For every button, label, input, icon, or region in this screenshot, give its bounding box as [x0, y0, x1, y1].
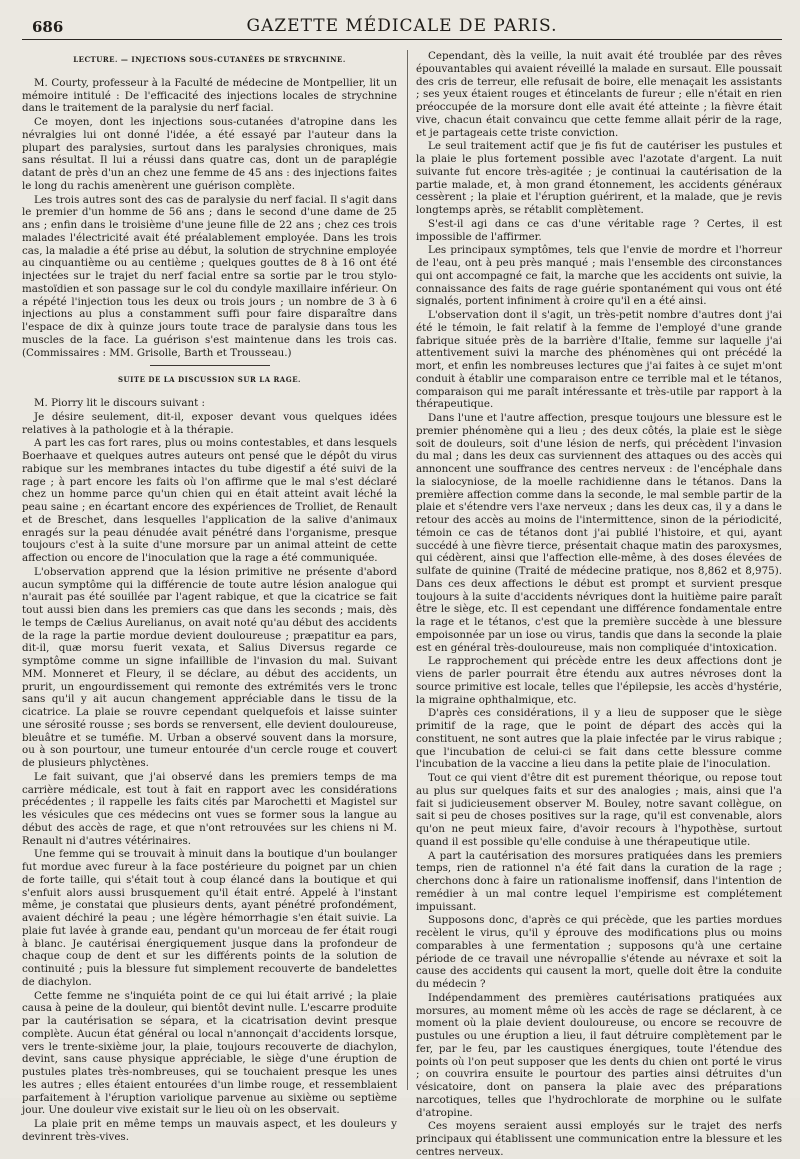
paragraph: Dans l'une et l'autre affection, presque toujours une blessure est le premier phénomène qui a lieu ; des deux côtés, la plaie est le siège soit de douleurs, soit d'une lésion de nerfs, qui précèdent l'invasion du mal ; dans les deux cas surviennent des attaques ou des accès qui annoncent une souffrance des centres nerveux : de l'encéphale dans la sialocyniose, de la moelle rachidienne dans le tétanos. Dans la première affection comme dans la seconde, le mal semble partir de la plaie et s'étendre vers l'axe nerveux ; dans les deux cas, il y a dans le retour des accès au moins de l'intermittence, sinon de la périodicité, témoin ce cas de tétanos dont j'ai publié l'histoire, et qui, ayant succédé à une fièvre tierce, présentait chaque matin des paroxysmes, qui cédèrent, ainsi que l'affection elle-même, à des doses élevées de sulfate de quinine (Traité de médecine pratique, nos 8,862 et 8,975). Dans ces deux affections le début est prompt et survient presque toujours à la suite d'accidents névriques dont la huitième paire paraît être le siège, etc. Il est cependant une différence fondamentale entre la rage et le tétanos, c'est que la première succède à une blessure empoisonnée par un iose ou virus, tandis que dans la seconde la plaie est en général très-douloureuse, mais non compliquée d'intoxication.	[416, 412, 782, 654]
paragraph: Cette femme ne s'inquiéta point de ce qui lui était arrivé ; la plaie causa à peine de la douleur, qui bientôt devint nulle. L'escarre produite par la cautérisation se sépara, et la cicatrisation devint presque complète. Aucun état général ou local n'annonçait d'accidents lorsque, vers le trente-sixième jour, la plaie, toujours recouverte de diachylon, devint, sans cause physique appréciable, le siège d'une éruption de pustules plates très-nombreuses, qui se touchaient presque les unes les autres ; elles étaient entourées d'un limbe rouge, et ressemblaient parfaitement à l'éruption variolique parvenue au sixième ou septième jour. Une douleur vive existait sur le lieu où on les observait.	[22, 989, 397, 1117]
paragraph: Le rapprochement qui précède entre les deux affections dont je viens de parler pourrait être étendu aux autres névroses dont la source primitive est locale, telles que l'épilepsie, les accès d'hystérie, la migraine ophthalmique, etc.	[416, 655, 782, 706]
paragraph: Cependant, dès la veille, la nuit avait été troublée par des rêves épouvantables qui avaient réveillé la malade en sursaut. Elle poussait des cris de terreur, elle refusait de boire, elle menaçait les assistants ; ses yeux étaient rouges et étincelants de fureur ; elle n'était en rien préoccupée de la morsure dont elle avait été atteinte ; la fièvre était vive, chacun était convaincu que cette femme allait périr de la rage, et je partageais cette triste conviction.	[416, 50, 782, 139]
paragraph: D'après ces considérations, il y a lieu de supposer que le siège primitif de la rage, que le point de départ des accès qui la constituent, ne sont autres que la plaie infectée par le virus rabique ; que l'incubation de celui-ci se fait dans cette blessure comme l'incubation de la vaccine a lieu dans la petite plaie de l'inoculation.	[416, 707, 782, 771]
paragraph: Le seul traitement actif que je fis fut de cautériser les pustules et la plaie le plus fortement possible avec l'azotate d'argent. La nuit suivante fut encore très-agitée ; je continuai la cautérisation de la partie malade, et, à mon grand étonnement, les accidents généraux cessèrent ; la plaie et l'éruption guérirent, et la malade, que je revis longtemps après, se rétablit complètement.	[416, 140, 782, 216]
paragraph: Supposons donc, d'après ce qui précède, que les parties mordues recèlent le virus, qu'il y éprouve des modifications plus ou moins comparables à une fermentation ; supposons qu'à une certaine période de ce travail une névropallie s'étende au névraxe et soit la cause des accidents qui causent la mort, quelle doit être la conduite du médecin ?	[416, 914, 782, 990]
journal-title: GAZETTE MÉDICALE DE PARIS.	[246, 16, 558, 36]
page-number: 686	[32, 18, 64, 36]
page-header	[22, 14, 782, 40]
paragraph: A part les cas fort rares, plus ou moins contestables, et dans lesquels Boerhaave et quelques autres auteurs ont pensé que le dépôt du virus rabique sur les membranes intactes du tube digestif a été suivi de la rage ; à part encore les faits où l'on affirme que le mal s'est déclaré chez un homme parce qu'un chien qui en était atteint avait léché la peau saine ; en écartant encore des expériences de Trolliet, de Renault et de Breschet, dans lesquelles l'application de la salive d'animaux enragés sur la peau dénudée avait pénétré dans l'organisme, presque toujours c'est à la suite d'une morsure par un animal atteint de cette affection ou encore de l'inoculation que la rage a été communiquée.	[22, 437, 397, 564]
paragraph: Une femme qui se trouvait à minuit dans la boutique d'un boulanger fut mordue avec fureur à la face postérieure du poignet par un chien de forte taille, qui s'était tout à coup élancé dans la boutique et qui s'enfuit alors aussi brusquement qu'il était entré. Appelé à l'instant même, je constatai que plusieurs dents, ayant pénétré profondément, avaient déchiré la peau ; une légère hémorrhagie s'en était suivie. La plaie fut lavée à grande eau, pendant qu'un morceau de fer était rougi à blanc. Je cautérisai énergiquement jusque dans la profondeur de chaque coup de dent et sur les différents points de la solution de continuité ; puis la blessure fut simplement recouverte de bandelettes de diachylon.	[22, 848, 397, 988]
paragraph: Ce moyen, dont les injections sous-cutanées d'atropine dans les névralgies lui ont donné l'idée, a été essayé par l'auteur dans la plupart des paralysies, surtout dans les paralysies chroniques, mais sans résultat. Il lui a réussi dans quatre cas, dont un de paraplégie datant de près d'un an chez une femme de 45 ans : des injections faites le long du rachis amenèrent une guérison complète.	[22, 116, 397, 192]
paragraph: S'est-il agi dans ce cas d'une véritable rage ? Certes, il est impossible de l'affirmer.	[416, 217, 782, 243]
section-heading-rage: SUITE DE LA DISCUSSION SUR LA RAGE.	[118, 375, 301, 385]
left-column	[22, 50, 397, 1143]
paragraph: Indépendamment des premières cautérisations pratiquées aux morsures, au moment même où les accès de rage se déclarent, à ce moment où la plaie devient douloureuse, ou encore se recouvre de pustules ou une éruption a lieu, il faut détruire complètement par le fer, par le feu, par les caustiques énergiques, toute l'étendue des points où l'on peut supposer que les dents du chien ont porté le virus ; on couvrira ensuite le pourtour des parties ainsi détruites d'un vésicatoire, dont on pansera la plaie avec des préparations narcotiques, telles que l'hydrochlorate de morphine ou le sulfate d'atropine.	[416, 991, 782, 1119]
paragraph: M. Courty, professeur à la Faculté de médecine de Montpellier, lit un mémoire intitulé : De l'efficacité des injections locales de strychnine dans le traitement de la paralysie du nerf facial.	[22, 76, 397, 115]
article-columns	[22, 50, 782, 1158]
paragraph: Je désire seulement, dit-il, exposer devant vous quelques idées relatives à la pathologie et à la thérapie.	[22, 410, 397, 436]
paragraph: L'observation dont il s'agit, un très-petit nombre d'autres dont j'ai été le témoin, le fait relatif à la femme de l'employé d'une grande fabrique située près de la barrière d'Italie, femme sur laquelle j'ai attentivement suivi la marche des phénomènes qui ont précédé la mort, et enfin les nombreuses lectures que j'ai faites à ce sujet m'ont conduit à établir une comparaison entre ce terrible mal et le tétanos, comparaison qui me paraît intéressante et très-utile par rapport à la thérapeutique.	[416, 309, 782, 411]
paragraph: Les principaux symptômes, tels que l'envie de mordre et l'horreur de l'eau, ont à peu près manqué ; mais l'ensemble des circonstances qui ont accompagné ce fait, la marche que les accidents ont suivie, la connaissance des faits de rage guérie spontanément qui vous ont été signalés, portent infiniment à croire qu'il en a été ainsi.	[416, 244, 782, 308]
paragraph: Les trois autres sont des cas de paralysie du nerf facial. Il s'agit dans le premier d'un homme de 56 ans ; dans le second d'une dame de 25 ans ; enfin dans le troisième d'une jeune fille de 22 ans ; chez ces trois malades l'électricité avait été préalablement employée. Dans les trois cas, la maladie a été prise au début, la solution de strychnine employée au cinquantième ou au centième ; quelques gouttes de 8 à 16 ont été injectées sur le trajet du nerf facial entre sa sortie par le trou stylo-mastoïdien et son passage sur le col du condyle maxillaire inférieur. On a répété l'injection tous les deux ou trois jours ; un nombre de 3 à 6 injections au plus a constamment suffi pour faire disparaître dans l'espace de dix à quinze jours toute trace de paralysie dans tous les muscles de la face. La guérison s'est maintenue dans les trois cas. (Commissaires : MM. Grisolle, Barth et Trousseau.)	[22, 193, 397, 359]
paragraph: La plaie prit en même temps un mauvais aspect, et les douleurs y devinrent très-vives.	[22, 1118, 397, 1143]
paragraph: Tout ce qui vient d'être dit est purement théorique, ou repose tout au plus sur quelques faits et sur des analogies ; mais, ainsi que l'a fait si judicieusement observer M. Bouley, notre savant collègue, on sait si peu de choses positives sur la rage, qu'il est convenable, alors qu'on ne peut mieux faire, d'avoir recours à l'hypothèse, surtout quand il est possible qu'elle conduise à une thérapeutique utile.	[416, 772, 782, 848]
paragraph: Le fait suivant, que j'ai observé dans les premiers temps de ma carrière médicale, est tout à fait en rapport avec les considérations précédentes ; il rappelle les faits cités par Marochetti et Magistel sur les vésicules que ces médecins ont vues se former sous la langue au début des accès de rage, et que n'ont retrouvées sur les chiens ni M. Renault ni d'autres vétérinaires.	[22, 770, 397, 847]
divider	[150, 365, 270, 366]
paragraph: L'observation apprend que la lésion primitive ne présente d'abord aucun symptôme qui la différencie de toute autre lésion analogue qui n'aurait pas été souillée par l'agent rabique, et que la cicatrice se fait tout aussi bien dans les premiers cas que dans les seconds ; mais, dès le temps de Cælius Aurelianus, on avait noté qu'au début des accidents de la rage la partie mordue devient douloureuse ; præpatitur ea pars, dit-il, quæ morsu fuerit vexata, et Salius Diversus regarde ce symptôme comme un signe infaillible de l'invasion du mal. Suivant MM. Monneret et Fleury, il se déclare, au début des accidents, un prurit, un engourdissement qui remonte des extrémités vers le tronc sans qu'il y ait aucun changement appréciable dans le tissu de la cicatrice. La plaie se rouvre cependant quelquefois et laisse suinter une sérosité rousse ; ses bords se renversent, elle devient douloureuse, bleuâtre et se tuméfie. M. Urban a observé souvent dans la morsure, ou à son pourtour, une tumeur entourée d'un cercle rouge et couvert de plusieurs phlyctènes.	[22, 565, 397, 769]
paragraph: A part la cautérisation des morsures pratiquées dans les premiers temps, rien de rationnel n'a été fait dans la curation de la rage ; cherchons donc à faire un rationalisme inoffensif, dans l'intention de remédier à un mal contre lequel l'empirisme est complétement impuissant.	[416, 849, 782, 913]
section-heading-lecture: LECTURE. — INJECTIONS SOUS-CUTANÉES DE STRYCHNINE.	[73, 55, 346, 64]
paragraph: Ces moyens seraient aussi employés sur le trajet des nerfs principaux qui établissent une communication entre la blessure et les centres nerveux.	[416, 1120, 782, 1158]
right-column	[407, 50, 782, 1158]
paragraph: M. Piorry lit le discours suivant :	[34, 397, 206, 409]
